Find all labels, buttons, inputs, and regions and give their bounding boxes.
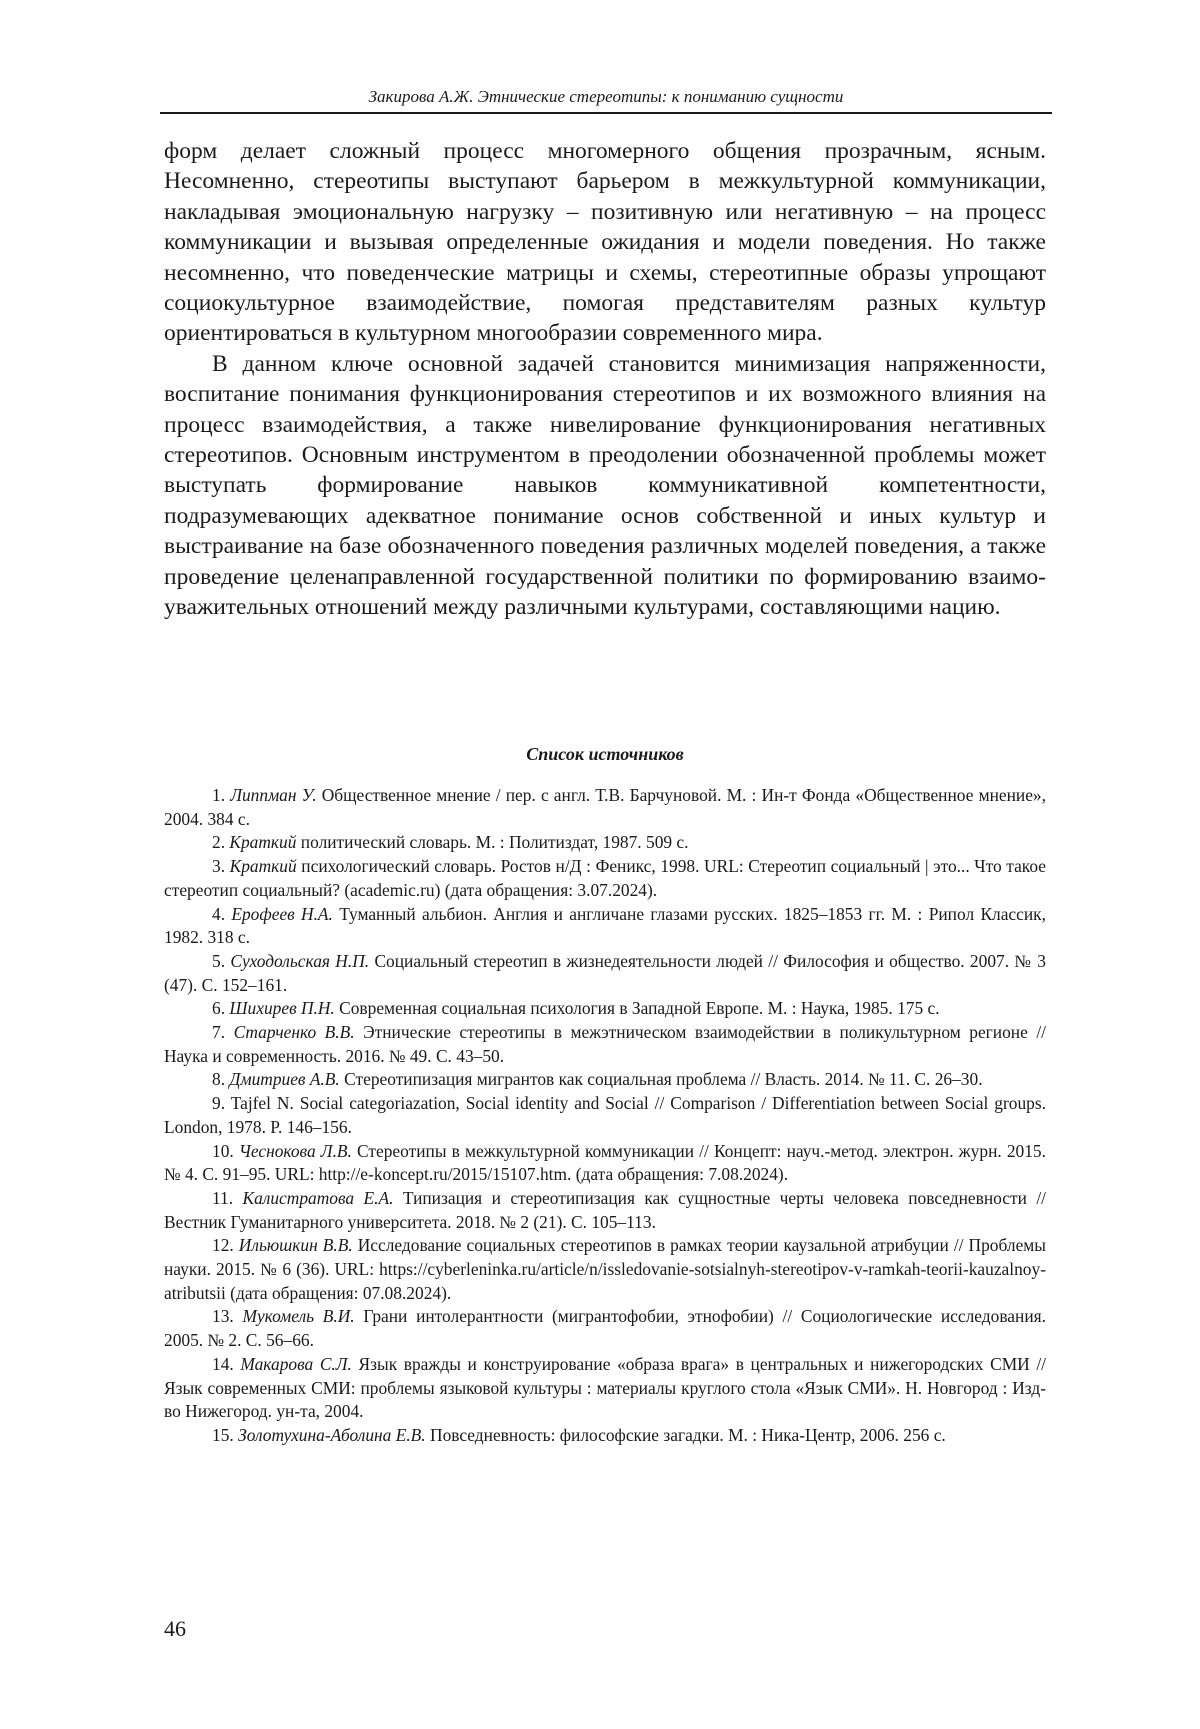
reference-item [164,1021,1046,1068]
reference-number: 14. [212,1353,234,1374]
reference-text: Этнические стереотипы в межэтническом взаимодействии в поликультурном регионе // Наука и современность. 2016. № 49. С. 43–50. [164,1022,1046,1066]
reference-item [164,1353,1046,1424]
reference-author: Краткий [229,832,297,853]
reference-item [164,1187,1046,1234]
reference-author: Макарова С.Л. [240,1353,352,1374]
reference-item [164,903,1046,950]
reference-number: 11. [212,1187,234,1208]
reference-item [164,950,1046,997]
reference-number: 9. [212,1093,226,1114]
references-list [164,784,1046,1448]
reference-text: Стереотипизация мигрантов как социальная проблема // Власть. 2014. № 11. С. 26–30. [344,1069,983,1090]
reference-author: Старченко В.В. [233,1022,355,1043]
reference-text: психологический словарь. Ростов н/Д : Феникс, 1998. URL: Стереотип социальный | это... Что такое стереотип социальный? (academic.ru) (дата обращения: 3.07.2024). [164,856,1046,900]
reference-item [164,831,1046,855]
reference-text: Повседневность: философские загадки. М. : Ника-Центр, 2006. 256 с. [430,1424,946,1445]
reference-item [164,1092,1046,1139]
article-body [164,136,1046,623]
reference-number: 7. [212,1022,226,1043]
body-paragraph: В данном ключе основной задачей становится минимизация напряженности, воспитание понимания функционирования стереотипов и их возможного влияния на процесс взаимодействия, а также нивелирование функционирования негативных стереотипов. Основным инструментом в преодолении обозначенной проблемы может выступать формирование навыков коммуникативной компетентности, подразумевающих адекватное понимание основ собственной и иных культур и выстраивание на базе обозначенного поведения различных моделей поведения, а также проведение целенаправленной государственной политики по формированию взаимоуважительных отношений между различными культурами, составляющими нацию. [164,350,1046,621]
reference-text: Туманный альбион. Англия и англичане глазами русских. 1825–1853 гг. М. : Рипол Классик, 1982. 318 с. [164,903,1046,948]
reference-number: 2. [212,832,226,853]
reference-item [164,1140,1046,1187]
reference-text: Социальный стереотип в жизнедеятельности людей // Философия и общество. 2007. № 3 (47). С. 152–161. [164,950,1046,995]
reference-author: Краткий [229,856,297,877]
reference-item [164,1305,1046,1352]
references-title: Список источников [526,744,684,764]
reference-number: 6. [212,998,226,1019]
reference-text: Общественное мнение / пер. с англ. Т.В. Барчуновой. М. : Ин-т Фонда «Общественное мнение», 2004. 384 с. [164,785,1046,829]
reference-text: Стереотипы в межкультурной коммуникации // Концепт: науч.-метод. электрон. журн. 2015. № 4. С. 91–95. URL: http://e-koncept.ru/2015/15107.htm. (дата обращения: 7.08.2024). [164,1140,1046,1185]
reference-number: 1. [212,785,226,805]
reference-author: Мукомель В.И. [242,1306,355,1327]
reference-author: Ильюшкин В.В. [238,1235,353,1256]
reference-item [164,1234,1046,1305]
reference-text: Современная социальная психология в Западной Европе. М. : Наука, 1985. 175 с. [339,998,940,1019]
reference-author: Золотухина-Аболина Е.В. [238,1424,426,1445]
reference-author: Суходольская Н.П. [230,950,370,971]
reference-author: Липпман У. [230,785,317,805]
reference-item [164,1068,1046,1092]
reference-text: политический словарь. М. : Политиздат, 1987. 509 с. [300,832,689,853]
reference-item [164,784,1046,831]
reference-author: Чеснокова Л.В. [238,1140,352,1161]
reference-number: 15. [212,1424,234,1445]
reference-item [164,997,1046,1021]
reference-text: Типизация и стереотипизация как сущностные черты человека повседневности // Вестник Гуманитарного университета. 2018. № 2 (21). С. 105–113. [164,1187,1046,1232]
reference-author: Шихирев П.Н. [229,998,335,1019]
reference-author: Калистратова Е.А. [242,1187,394,1208]
body-paragraph: форм делает сложный процесс многомерного общения прозрачным, ясным. Несомненно, стереотипы выступают барьером в межкультурной коммуникации, накладывая эмоциональную нагрузку – позитивную или негативную – на процесс коммуникации и вызывая определенные ожидания и модели поведения. Но также несомненно, что поведенческие матрицы и схемы, стереотипные образы упрощают социокультурное взаимодействие, помогая представителям разных культур ориентироваться в культурном многообразии современного мира. [164,138,1046,347]
reference-author: Дмитриев А.В. [229,1069,340,1090]
reference-text: Tajfel N. Social categoriazation, Social identity and Social // Comparison / Differentiation between Social groups. London, 1978. P. 146–156. [164,1093,1046,1137]
reference-number: 10. [212,1140,234,1161]
reference-author: Ерофеев Н.А. [231,903,333,924]
reference-number: 3. [212,856,226,877]
reference-item [164,1424,1046,1448]
reference-number: 12. [212,1235,234,1256]
reference-text: Исследование социальных стереотипов в рамках теории каузальной атрибуции // Проблемы науки. 2015. № 6 (36). URL: https://cyberleninka.ru/article/n/issledovanie-sotsialnyh-stereotipov-v-ramkah-teorii-kauzalnoy-atributsii (дата обращения: 07.08.2024). [164,1235,1046,1303]
reference-number: 5. [212,950,226,971]
reference-number: 8. [212,1069,226,1090]
running-header: Закирова А.Ж. Этнические стереотипы: к пониманию сущности [160,86,1052,114]
reference-item [164,855,1046,902]
page-number: 46 [164,1616,186,1641]
reference-text: Язык вражды и конструирование «образа врага» в центральных и нижегородских СМИ // Язык современных СМИ: проблемы языковой культуры : материалы круглого стола «Язык СМИ». Н. Новгород : Изд-во Нижегород. ун-та, 2004. [164,1353,1046,1422]
reference-number: 13. [212,1306,234,1327]
reference-number: 4. [212,903,226,924]
reference-text: Грани интолерантности (мигрантофобии, этнофобии) // Социологические исследования. 2005. № 2. С. 56–66. [164,1306,1046,1351]
